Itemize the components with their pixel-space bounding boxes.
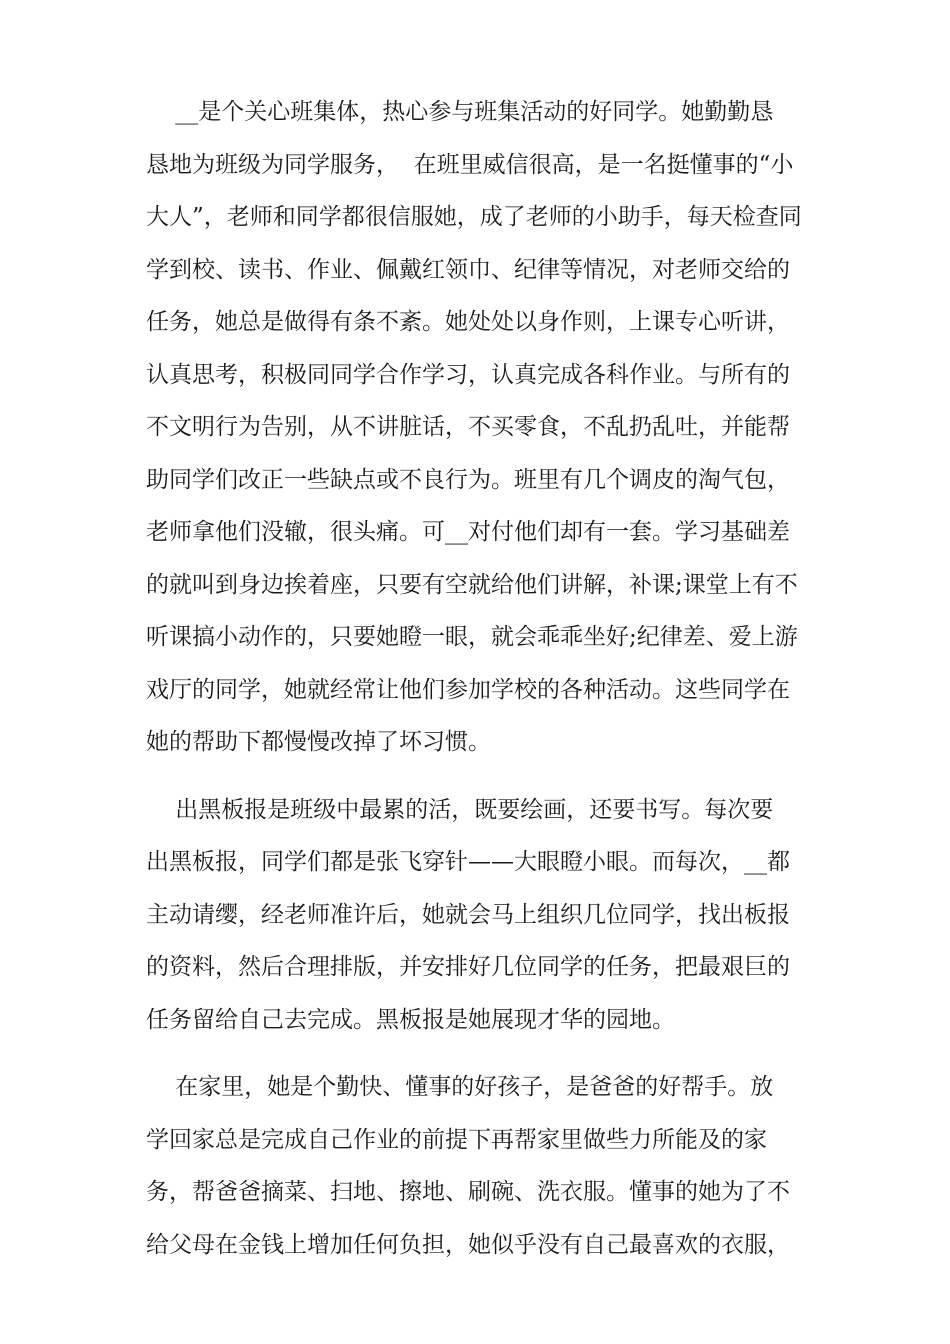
text-line: 的资料，然后合理排版，并安排好几位同学的任务，把最艰巨的 bbox=[146, 954, 790, 980]
text-line: 老师拿他们没辙，很头痛。可__对付他们却有一套。学习基础差 bbox=[146, 519, 790, 545]
paragraph-2 bbox=[146, 784, 816, 1047]
text-line: 助同学们改正一些缺点或不良行为。班里有几个调皮的淘气包， bbox=[146, 466, 790, 493]
text-line: 恳地为班级为同学服务， 在班里威信很高，是一名挺懂事的“小 bbox=[146, 151, 794, 178]
text-line: 主动请缨，经老师准许后，她就会马上组织几位同学，找出板报 bbox=[146, 901, 790, 928]
text-line: 务，帮爸爸摘菜、扫地、擦地、刷碗、洗衣服。懂事的她为了不 bbox=[146, 1179, 790, 1205]
paragraph-1 bbox=[146, 86, 816, 769]
text-line: 学回家总是完成自己作业的前提下再帮家里做些力所能及的家 bbox=[146, 1126, 767, 1153]
text-line: 出黑板报，同学们都是张飞穿针——大眼瞪小眼。而每次，__都 bbox=[146, 849, 790, 875]
text-line: 戏厅的同学，她就经常让他们参加学校的各种活动。这些同学在 bbox=[146, 676, 790, 703]
text-line: 认真思考，积极同同学合作学习，认真完成各科作业。与所有的 bbox=[146, 361, 790, 388]
text-line: 在家里，她是个勤快、懂事的好孩子，是爸爸的好帮手。放 bbox=[146, 1074, 774, 1100]
document-body bbox=[146, 86, 816, 1271]
text-line: 她的帮助下都慢慢改掉了坏习惯。 bbox=[146, 729, 491, 755]
text-line: 听课搞小动作的，只要她瞪一眼，就会乖乖坐好;纪律差、爱上游 bbox=[146, 624, 798, 650]
text-line: 给父母在金钱上增加任何负担，她似乎没有自己最喜欢的衣服， bbox=[146, 1231, 790, 1258]
text-line: 出黑板报是班级中最累的活，既要绘画，还要书写。每次要 bbox=[146, 796, 774, 823]
text-line: __是个关心班集体，热心参与班集活动的好同学。她勤勤恳 bbox=[146, 99, 774, 125]
text-line: 不文明行为告别，从不讲脏话，不买零食，不乱扔乱吐，并能帮 bbox=[146, 414, 790, 440]
paragraph-3 bbox=[146, 1061, 816, 1271]
text-line: 任务留给自己去完成。黑板报是她展现才华的园地。 bbox=[146, 1006, 675, 1033]
text-line: 大人”，老师和同学都很信服她，成了老师的小助手，每天检查同 bbox=[146, 204, 802, 230]
text-line: 的就叫到身边挨着座，只要有空就给他们讲解，补课;课堂上有不 bbox=[146, 571, 798, 598]
text-line: 学到校、读书、作业、佩戴红领巾、纪律等情况，对老师交给的 bbox=[146, 256, 790, 283]
text-line: 任务，她总是做得有条不紊。她处处以身作则，上课专心听讲， bbox=[146, 309, 790, 335]
